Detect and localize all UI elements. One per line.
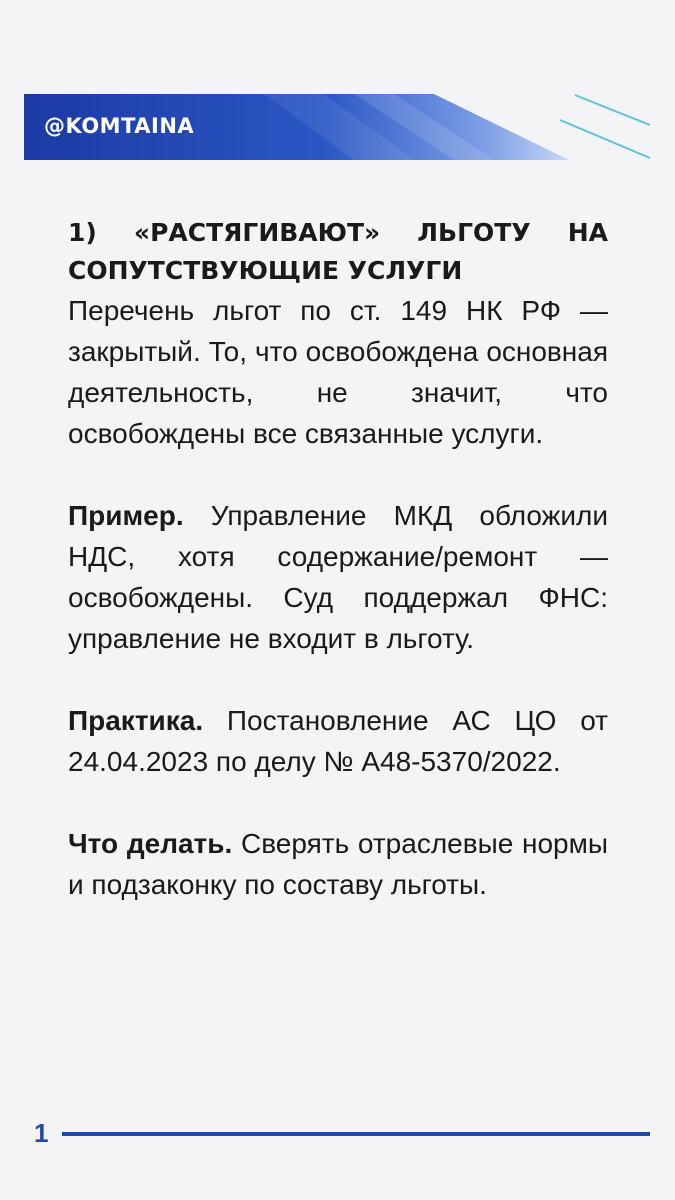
todo-paragraph	[68, 823, 608, 905]
section-heading: 1) «РАСТЯГИВАЮТ» ЛЬГОТУ НА СОПУТСТВУЮЩИЕ УСЛУГИ	[68, 218, 608, 285]
todo-label: Что делать.	[68, 828, 233, 859]
intro-paragraph: Перечень льгот по ст. 149 НК РФ — закрытый. То, что освобождена основная деятельность, не значит, что освобождены все связанные услуги.	[68, 295, 608, 449]
decorative-lines	[555, 90, 665, 165]
example-text: Управление МКД обложили НДС, хотя содержание/ремонт — освобождены. Суд поддержал ФНС: управление не входит в льготу.	[68, 500, 608, 654]
brand-handle: @KOMTAINA	[44, 114, 195, 138]
footer-divider	[62, 1132, 650, 1136]
example-label: Пример.	[68, 500, 184, 531]
todo-text: Сверять отраслевые нормы и подзаконку по составу льготы.	[68, 828, 609, 900]
example-paragraph	[68, 495, 608, 659]
practice-text: Постановление АС ЦО от 24.04.2023 по делу № А48-5370/2022.	[68, 705, 608, 777]
page-number: 1	[34, 1118, 49, 1148]
article-body	[68, 214, 608, 946]
practice-label: Практика.	[68, 705, 204, 736]
practice-paragraph	[68, 700, 608, 782]
